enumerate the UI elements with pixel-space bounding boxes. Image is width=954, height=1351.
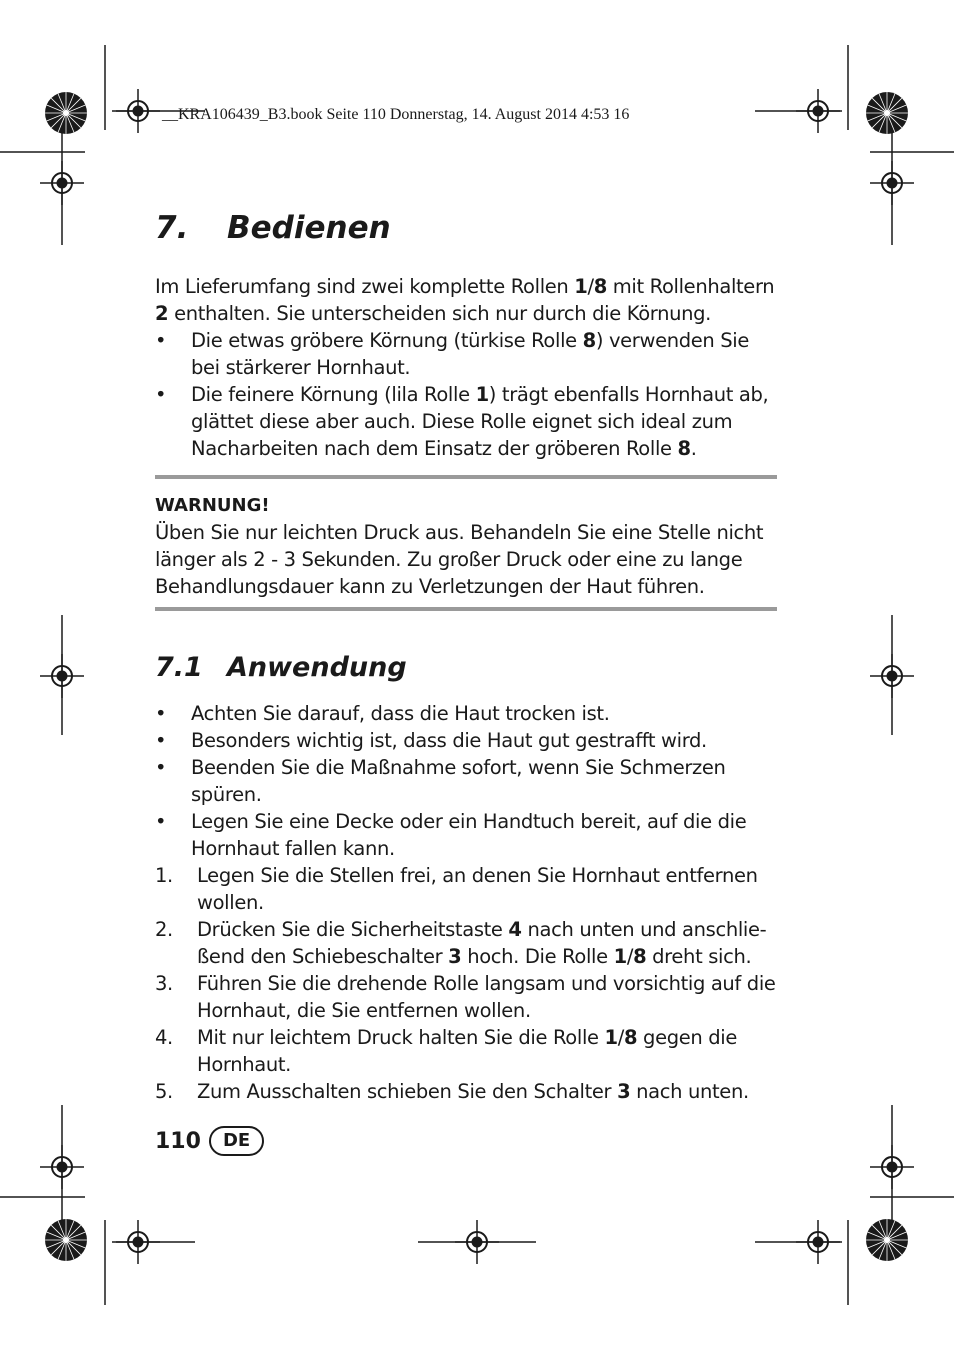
print-file-header: __KRA106439_B3.book Seite 110 Donnerstag, 14. August 2014 4:53 16 xyxy=(162,106,630,123)
part-reference-number: 8 xyxy=(677,437,691,460)
intro-paragraph: Im Lieferumfang sind zwei komplette Rollen 1/8 mit Rollenhaltern 2 enthalten. Sie unterscheiden sich nur durch die Körnung. xyxy=(155,275,775,325)
list-item: • Achten Sie darauf, dass die Haut trocken ist. xyxy=(155,700,777,727)
usage-steps xyxy=(155,862,777,1105)
step-number: 3. xyxy=(155,972,173,995)
part-reference-number: 8 xyxy=(633,945,647,968)
section-bullet-list xyxy=(155,327,777,462)
list-item: • Die etwas gröbere Körnung (türkise Rolle 8) verwenden Sie bei stärkerer Hornhaut. xyxy=(155,327,777,381)
part-reference-number: 4 xyxy=(508,918,522,941)
part-reference-number: 2 xyxy=(155,302,169,325)
usage-bullet-list xyxy=(155,700,777,862)
section-heading xyxy=(155,210,391,246)
subsection-title: Anwendung xyxy=(227,652,407,683)
page-number: 110 xyxy=(155,1128,201,1154)
subsection-number: 7.1 xyxy=(155,652,203,683)
divider-top xyxy=(155,475,777,479)
divider-bottom xyxy=(155,607,777,611)
part-reference-number: 1 xyxy=(604,1026,618,1049)
step-number: 1. xyxy=(155,864,173,887)
step-text: Mit nur leichtem Druck halten Sie die Rolle 1/8 gegen die Hornhaut. xyxy=(197,1026,738,1076)
part-reference-number: 8 xyxy=(623,1026,638,1049)
step-number: 2. xyxy=(155,918,173,941)
step-text: Drücken Sie die Sicherheitstaste 4 nach unten und anschlie-ßend den Schiebeschalter 3 hoch. Die Rolle 1/8 dreht sich. xyxy=(197,918,767,968)
step-number: 5. xyxy=(155,1080,173,1103)
step-text: Legen Sie die Stellen frei, an denen Sie Hornhaut entfernen wollen. xyxy=(197,864,758,914)
subsection-heading xyxy=(155,652,407,683)
step-item xyxy=(155,1078,777,1105)
language-badge: DE xyxy=(209,1126,264,1156)
part-reference-number: 3 xyxy=(448,945,462,968)
part-reference-number: 3 xyxy=(617,1080,631,1103)
step-text: Zum Ausschalten schieben Sie den Schalter 3 nach unten. xyxy=(197,1080,749,1103)
list-item: • Die feinere Körnung (lila Rolle 1) trägt ebenfalls Hornhaut ab, glättet diese aber auch. Diese Rolle eignet sich ideal zum Nacharbeiten nach dem Einsatz der gröberen Rolle 8. xyxy=(155,381,777,462)
step-item xyxy=(155,916,777,970)
step-item xyxy=(155,970,777,1024)
part-reference-number: 1 xyxy=(475,383,489,406)
step-text: Führen Sie die drehende Rolle langsam und vorsichtig auf die Hornhaut, die Sie entfernen wollen. xyxy=(197,972,776,1022)
page-footer xyxy=(155,1126,264,1156)
subsection-body xyxy=(155,700,777,1105)
warning-box xyxy=(155,492,777,600)
list-item: • Besonders wichtig ist, dass die Haut gut gestrafft wird. xyxy=(155,727,777,754)
step-number: 4. xyxy=(155,1026,173,1049)
part-reference-number: 1 xyxy=(613,945,627,968)
part-reference-number: 8 xyxy=(582,329,596,352)
part-reference-number: 1 xyxy=(574,275,588,298)
section-body xyxy=(155,273,777,462)
warning-title: WARNUNG! xyxy=(155,495,270,516)
list-item: • Beenden Sie die Maßnahme sofort, wenn Sie Schmerzen spüren. xyxy=(155,754,777,808)
part-reference-number: 8 xyxy=(593,275,607,298)
step-item xyxy=(155,1024,777,1078)
warning-text: Üben Sie nur leichten Druck aus. Behandeln Sie eine Stelle nicht länger als 2 - 3 Sekunden. Zu großer Druck oder eine zu lange Behandlungsdauer kann zu Verletzungen der Haut führen. xyxy=(155,521,764,598)
section-title: Bedienen xyxy=(227,210,391,246)
section-number: 7. xyxy=(155,210,189,246)
step-item xyxy=(155,862,777,916)
list-item: • Legen Sie eine Decke oder ein Handtuch bereit, auf die die Hornhaut fallen kann. xyxy=(155,808,777,862)
